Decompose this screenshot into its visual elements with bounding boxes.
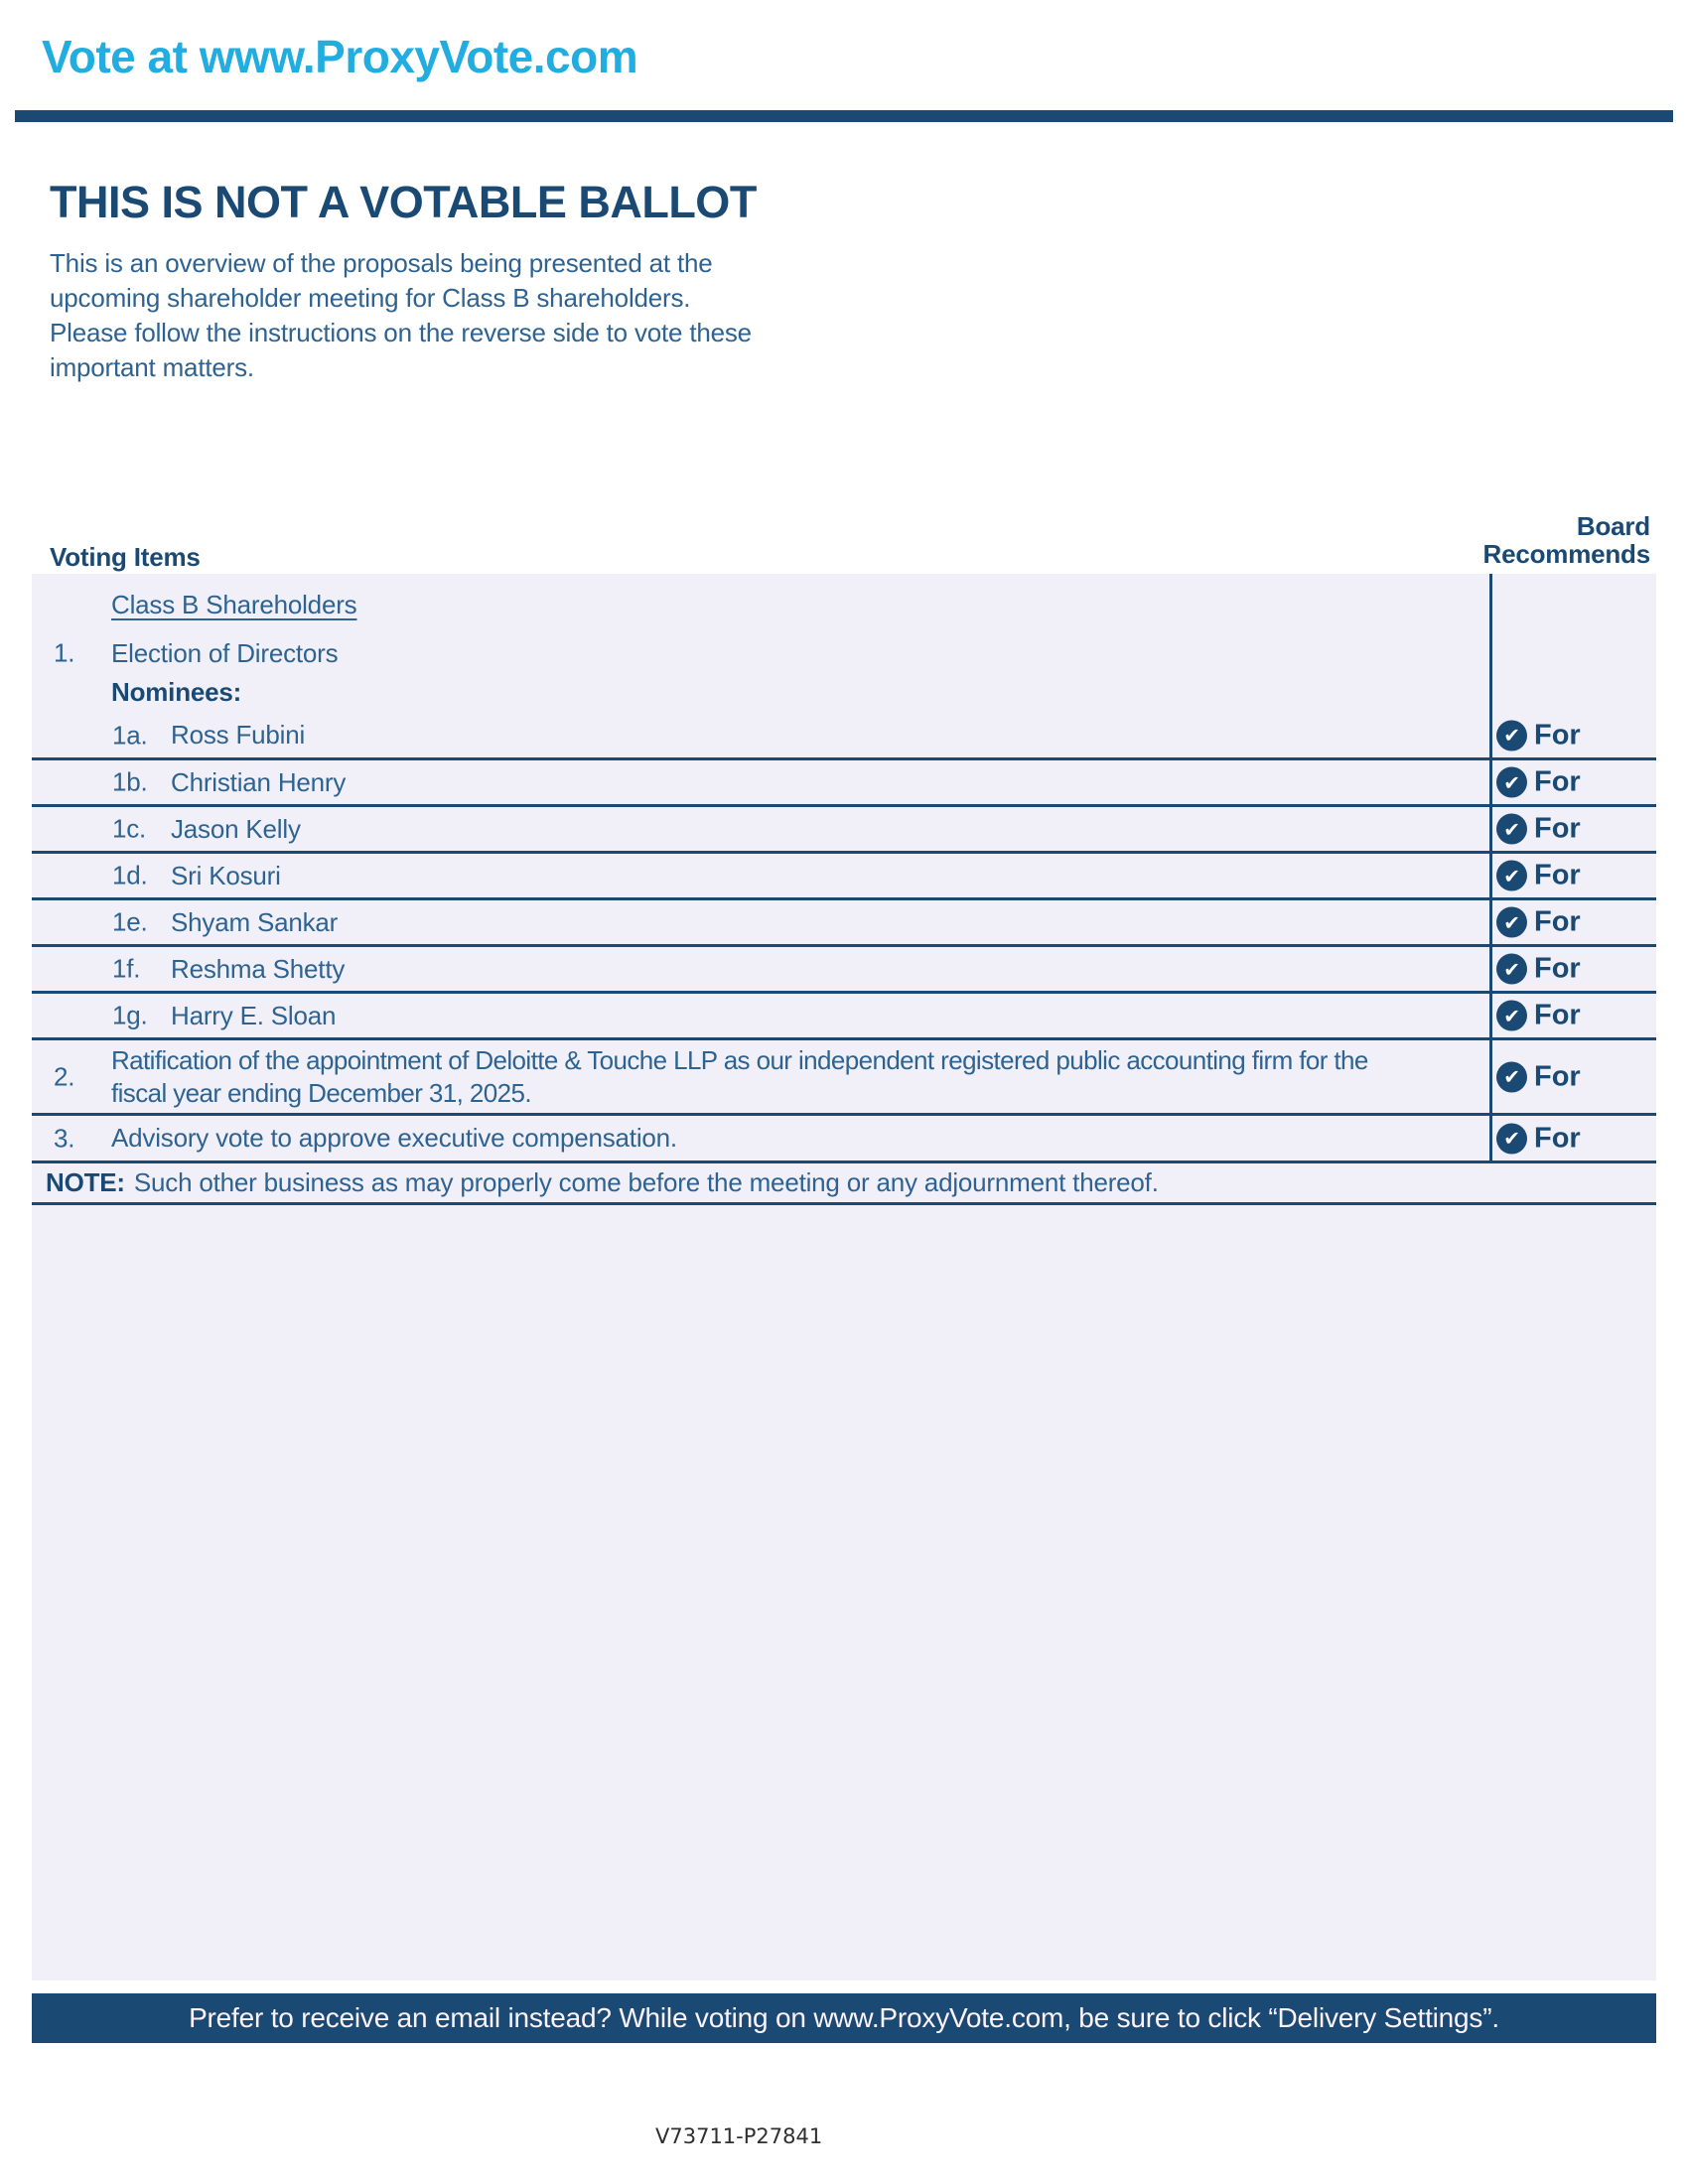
intro-line: upcoming shareholder meeting for Class B shareholders. (50, 283, 691, 313)
item-number: 1. (54, 637, 75, 668)
note-text: Such other business as may properly come before the meeting or any adjournment thereof. (133, 1167, 1159, 1197)
board-recommendation (1496, 906, 1581, 939)
for-label: For (1534, 859, 1581, 891)
board-recommendation (1496, 813, 1581, 846)
item-text (111, 1044, 1368, 1110)
item-text: Election of Directors (111, 637, 339, 668)
board-recommendation (1496, 1060, 1581, 1093)
nominee-row (32, 807, 1656, 854)
board-recommendation (1496, 1000, 1581, 1032)
for-check-icon: ✔ (1496, 907, 1527, 938)
nominee-row (32, 900, 1656, 947)
for-label: For (1534, 812, 1581, 845)
board-recommendation (1496, 860, 1581, 892)
nominee-row (32, 713, 1656, 760)
footer-banner (32, 1993, 1656, 2043)
header-rule (15, 110, 1673, 122)
for-check-icon: ✔ (1496, 1123, 1527, 1154)
board-recommendation (1496, 766, 1581, 799)
nominee-id: 1c. (112, 813, 147, 844)
intro-line: important matters. (50, 352, 254, 382)
nominee-row (32, 854, 1656, 900)
for-label: For (1534, 765, 1581, 798)
for-label: For (1534, 952, 1581, 985)
nominee-row (32, 947, 1656, 994)
nominees-label: Nominees: (111, 676, 242, 707)
for-check-icon: ✔ (1496, 954, 1527, 985)
note-label: NOTE: (46, 1167, 125, 1197)
nominee-name: Jason Kelly (171, 813, 301, 844)
nominee-id: 1f. (112, 953, 141, 984)
board-recommendation (1496, 1122, 1581, 1155)
for-label: For (1534, 1122, 1581, 1154)
item-text-line: fiscal year ending December 31, 2025. (111, 1077, 531, 1108)
banner-text: Prefer to receive an email instead? While voting on www.ProxyVote.com, be sure to click “Delivery Settings”. (189, 2002, 1499, 2033)
board-recommendation (1496, 719, 1581, 751)
for-check-icon: ✔ (1496, 861, 1527, 891)
item-number: 3. (54, 1123, 75, 1153)
item-number: 2. (54, 1061, 75, 1091)
board-recommendation (1496, 953, 1581, 986)
for-check-icon: ✔ (1496, 1061, 1527, 1092)
note-row (32, 1163, 1656, 1205)
for-label: For (1534, 999, 1581, 1031)
nominee-row (32, 760, 1656, 807)
voting-items-header: Voting Items (50, 542, 201, 572)
document-code: V73711-P27841 (655, 2124, 823, 2148)
nominee-id: 1a. (112, 720, 148, 750)
nominee-id: 1g. (112, 1000, 148, 1030)
nominee-name: Christian Henry (171, 766, 347, 797)
intro-paragraph (50, 246, 752, 385)
for-check-icon: ✔ (1496, 767, 1527, 798)
voting-table (32, 574, 1656, 1980)
item-text-line: Ratification of the appointment of Deloitte & Touche LLP as our independent registered public accounting firm for the (111, 1044, 1368, 1075)
for-label: For (1534, 719, 1581, 751)
intro-line: Please follow the instructions on the reverse side to vote these (50, 318, 752, 347)
nominee-row (32, 994, 1656, 1040)
nominee-name: Ross Fubini (171, 720, 306, 750)
notice-title: THIS IS NOT A VOTABLE BALLOT (50, 177, 757, 227)
item-3-row (32, 1116, 1656, 1163)
nominee-id: 1e. (112, 906, 148, 937)
board-recommends-line: Board (1576, 511, 1650, 541)
for-check-icon: ✔ (1496, 814, 1527, 845)
for-check-icon: ✔ (1496, 720, 1527, 751)
board-recommends-line: Recommends (1482, 539, 1650, 569)
item-text: Advisory vote to approve executive compensation. (111, 1123, 677, 1153)
for-label: For (1534, 905, 1581, 938)
for-check-icon: ✔ (1496, 1001, 1527, 1031)
item-2-row (32, 1040, 1656, 1116)
nominee-id: 1d. (112, 860, 148, 890)
group-label-row (32, 574, 1656, 635)
nominee-name: Reshma Shetty (171, 953, 346, 984)
nominee-id: 1b. (112, 766, 148, 797)
nominee-name: Harry E. Sloan (171, 1000, 337, 1030)
nominee-name: Shyam Sankar (171, 906, 339, 937)
table-empty-area (32, 1205, 1656, 1980)
nominees-label-row (32, 671, 1656, 713)
page-title: Vote at www.ProxyVote.com (42, 31, 638, 82)
board-recommends-header (1483, 512, 1651, 568)
intro-line: This is an overview of the proposals being presented at the (50, 248, 713, 278)
group-label: Class B Shareholders (111, 589, 357, 619)
nominee-name: Sri Kosuri (171, 860, 281, 890)
for-label: For (1534, 1060, 1581, 1092)
item-1-row (32, 635, 1656, 671)
